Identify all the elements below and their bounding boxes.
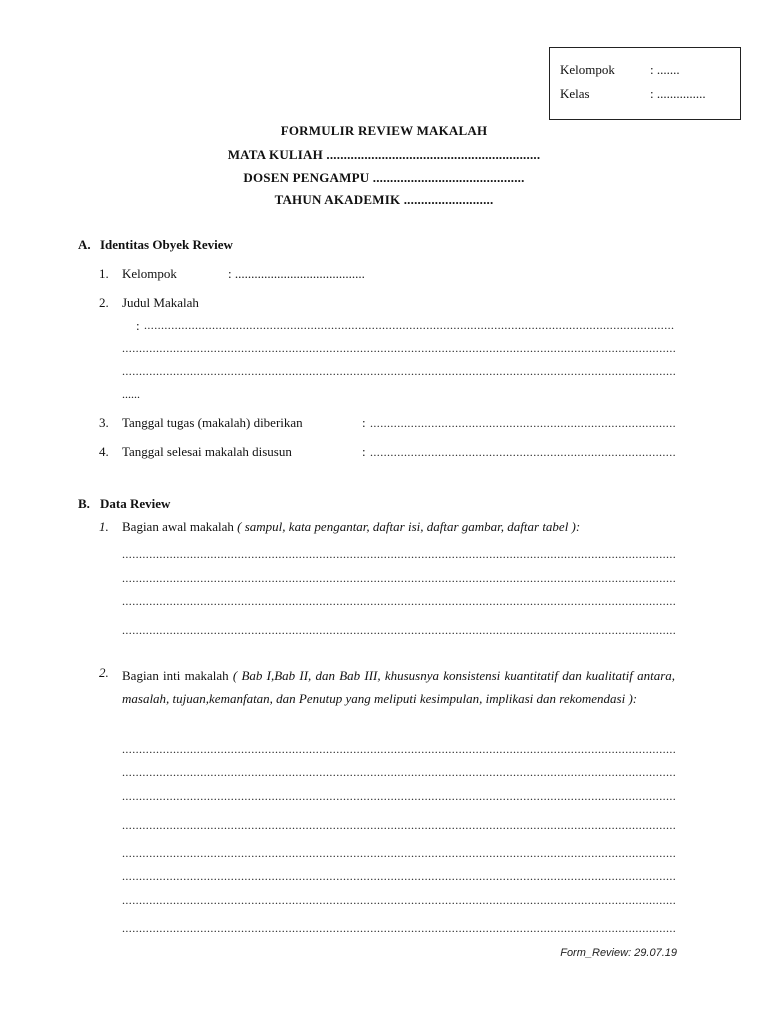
a-item3-number: 3.	[99, 415, 109, 430]
box-kelas-label: Kelas	[560, 86, 590, 101]
form-footer: Form_Review: 29.07.19	[560, 947, 677, 959]
b-item2-line-1[interactable]	[122, 742, 675, 757]
section-a-letter: A.	[78, 237, 91, 252]
a-item4-colon: :	[362, 444, 366, 459]
dosen-pengampu-line[interactable]: DOSEN PENGAMPU ............................................	[243, 170, 525, 185]
b-item1-text	[122, 519, 580, 535]
b-item2-line-6[interactable]	[122, 869, 675, 884]
box-kelas-value[interactable]: : ...............	[650, 86, 706, 101]
a-item2-label: Judul Makalah	[122, 295, 199, 310]
b-item1-line-4[interactable]	[122, 623, 675, 638]
b-item2-text	[122, 664, 675, 710]
a-item2-number: 2.	[99, 295, 109, 310]
b-item2-line-8[interactable]	[122, 921, 675, 936]
box-kelompok-value[interactable]: : .......	[650, 62, 680, 77]
a-item3-label: Tanggal tugas (makalah) diberikan	[122, 415, 303, 430]
a-item2-line-2[interactable]	[122, 341, 675, 356]
section-a-heading: Identitas Obyek Review	[100, 237, 233, 252]
a-item1-number: 1.	[99, 266, 109, 281]
b-item1-line-1[interactable]	[122, 547, 675, 562]
a-item2-colon: :	[136, 318, 140, 333]
b-item2-label: Bagian inti makalah	[122, 668, 229, 683]
box-kelompok-label: Kelompok	[560, 62, 615, 77]
b-item1-line-3[interactable]	[122, 594, 675, 609]
kelompok-kelas-box	[549, 47, 741, 120]
a-item4-line[interactable]	[370, 445, 675, 460]
a-item3-line[interactable]	[370, 416, 675, 431]
section-b-heading: Data Review	[100, 496, 171, 511]
a-item4-label: Tanggal selesai makalah disusun	[122, 444, 292, 459]
b-item2-line-7[interactable]	[122, 893, 675, 908]
section-b-letter: B.	[78, 496, 90, 511]
a-item2-line-1[interactable]	[144, 318, 675, 333]
tahun-akademik-line[interactable]: TAHUN AKADEMIK ..........................	[274, 192, 494, 207]
a-item1-value[interactable]: : ........................................	[228, 266, 365, 281]
b-item2-line-3[interactable]	[122, 789, 675, 804]
a-item3-colon: :	[362, 415, 366, 430]
b-item1-line-2[interactable]	[122, 571, 675, 586]
b-item1-number: 1.	[99, 519, 109, 534]
b-item1-label: Bagian awal makalah	[122, 519, 234, 534]
form-title: FORMULIR REVIEW MAKALAH	[280, 123, 488, 138]
b-item2-line-5[interactable]	[122, 846, 675, 861]
b-item2-number: 2.	[99, 665, 109, 680]
b-item2-hint: ( Bab I,Bab II, dan Bab III, khususnya konsistensi kuantitatif dan kualitatif antara, masalah, tujuan,kemanfatan, dan Penutup yang meliputi kesimpulan, implikasi dan rekomendasi ):	[122, 668, 676, 706]
b-item2-line-4[interactable]	[122, 818, 675, 833]
a-item2-line-4[interactable]: ......	[122, 387, 140, 401]
mata-kuliah-line[interactable]: MATA KULIAH ..............................................................	[227, 147, 541, 162]
b-item2-line-2[interactable]	[122, 765, 675, 780]
b-item1-hint: ( sampul, kata pengantar, daftar isi, daftar gambar, daftar tabel ):	[237, 519, 581, 534]
a-item4-number: 4.	[99, 444, 109, 459]
a-item2-line-3[interactable]	[122, 364, 675, 379]
a-item1-label: Kelompok	[122, 266, 177, 281]
